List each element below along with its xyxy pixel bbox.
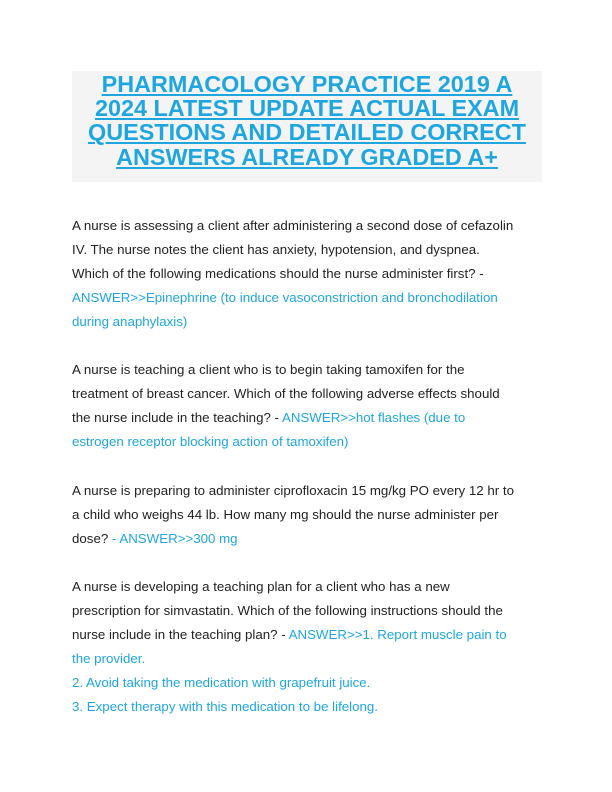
answer-text: estrogen receptor blocking action of tamoxifen) xyxy=(72,434,349,450)
answer-text: ANSWER>>hot flashes (due to xyxy=(281,410,466,426)
title-line: QUESTIONS AND DETAILED CORRECT xyxy=(88,119,526,146)
answer-text: - ANSWER>>300 mg xyxy=(111,531,238,547)
question-text: the nurse include in the teaching? - xyxy=(72,410,282,426)
question-text: A nurse is assessing a client after administering a second dose of cefazolin xyxy=(72,218,514,233)
answer-text: 2. Avoid taking the medication with grapefruit juice. xyxy=(72,675,371,691)
question-block-4 xyxy=(72,575,552,720)
question-text: prescription for simvastatin. Which of the following instructions should the xyxy=(72,603,503,619)
question-text: a child who weighs 44 lb. How many mg should the nurse administer per xyxy=(72,507,499,523)
question-line-with-answer xyxy=(72,406,552,430)
question-line-with-answer xyxy=(72,623,552,647)
question-text: treatment of breast cancer. Which of the following adverse effects should xyxy=(72,386,500,402)
question-text: IV. The nurse notes the client has anxiety, hypotension, and dyspnea. xyxy=(72,242,480,258)
question-text: dose? xyxy=(72,531,112,547)
question-text: A nurse is developing a teaching plan for a client who has a new xyxy=(72,579,450,594)
document-title xyxy=(72,72,542,169)
answer-text: the provider. xyxy=(72,651,146,667)
title-line: PHARMACOLOGY PRACTICE 2019 A xyxy=(101,71,513,97)
question-line-with-answer xyxy=(72,527,552,551)
question-text: A nurse is teaching a client who is to begin taking tamoxifen for the xyxy=(72,362,465,377)
title-line: 2024 LATEST UPDATE ACTUAL EXAM xyxy=(94,95,520,122)
question-text: nurse include in the teaching plan? - xyxy=(72,627,289,643)
answer-text: during anaphylaxis) xyxy=(72,314,188,330)
answer-text: ANSWER>>Epinephrine (to induce vasoconstriction and bronchodilation xyxy=(72,290,498,306)
question-block-1 xyxy=(72,214,552,334)
question-block-2 xyxy=(72,358,552,454)
question-block-3 xyxy=(72,479,552,551)
question-text: Which of the following medications should the nurse administer first? - xyxy=(72,266,484,282)
title-line: ANSWERS ALREADY GRADED A+ xyxy=(116,143,498,170)
question-text: A nurse is preparing to administer ciprofloxacin 15 mg/kg PO every 12 hr to xyxy=(72,483,514,498)
answer-text: 3. Expect therapy with this medication to be lifelong. xyxy=(72,699,378,715)
answer-text: ANSWER>>1. Report muscle pain to xyxy=(288,627,507,643)
